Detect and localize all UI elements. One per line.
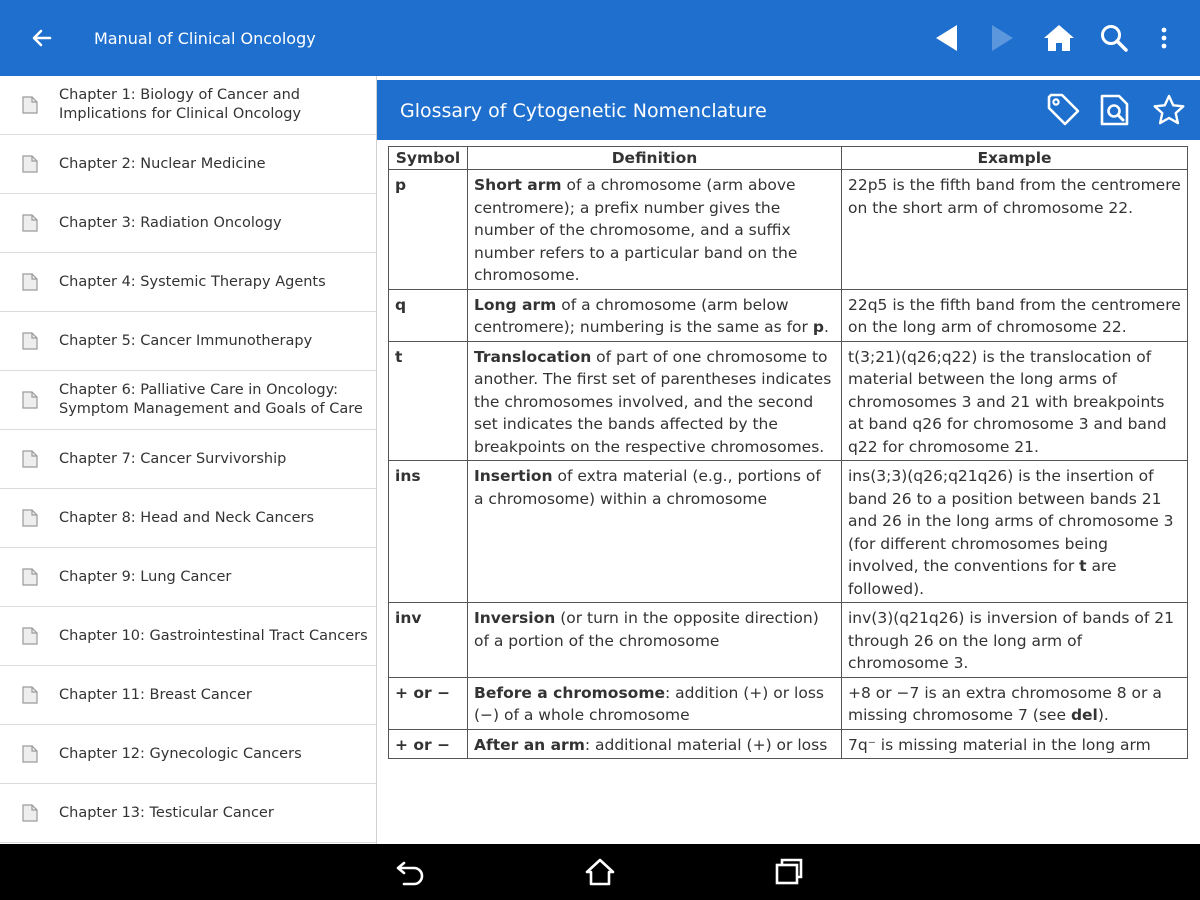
example-cell bbox=[842, 461, 1188, 603]
example-cell: 22p5 is the fifth band from the centromere on the short arm of chromosome 22. bbox=[842, 170, 1188, 290]
example-end: are followed). bbox=[848, 557, 1117, 598]
definition-text: of part of one chromosome to another. The first set of parentheses indicates the chromosomes involved, and the second set indicates the bands affected by the breakpoints on the respective chromosomes. bbox=[474, 347, 832, 456]
term: Inversion bbox=[474, 609, 556, 627]
chapter-label: Chapter 13: Testicular Cancer bbox=[59, 804, 274, 821]
example-cell bbox=[842, 677, 1188, 729]
glossary-table bbox=[388, 146, 1188, 759]
search-icon[interactable] bbox=[1096, 20, 1132, 56]
chapter-item[interactable] bbox=[0, 430, 376, 489]
document-icon bbox=[22, 332, 38, 350]
table-row bbox=[389, 289, 1188, 341]
document-icon bbox=[22, 804, 38, 822]
chapter-item[interactable] bbox=[0, 371, 376, 430]
definition-cell bbox=[468, 289, 842, 341]
section-header bbox=[377, 80, 1200, 140]
app-title: Manual of Clinical Oncology bbox=[94, 29, 316, 48]
prev-triangle-icon[interactable] bbox=[928, 20, 964, 56]
chapter-item[interactable] bbox=[0, 666, 376, 725]
chapter-item[interactable] bbox=[0, 607, 376, 666]
symbol-cell: p bbox=[389, 170, 468, 290]
home-icon[interactable] bbox=[1041, 20, 1077, 56]
term: Translocation bbox=[474, 347, 592, 366]
chapter-label: Chapter 2: Nuclear Medicine bbox=[59, 155, 266, 172]
table-row bbox=[389, 603, 1188, 678]
example-cell: t(3;21)(q26;q22) is the translocation of material between the long arms of chromosomes 3 and 21 with breakpoints at band q26 for chromosome 3 and band q22 for chromosome 21. bbox=[842, 341, 1188, 461]
definition-text: : additional material (+) or loss bbox=[584, 735, 828, 754]
document-icon bbox=[22, 155, 38, 173]
section-title: Glossary of Cytogenetic Nomenclature bbox=[400, 100, 767, 122]
chapter-label: Chapter 12: Gynecologic Cancers bbox=[59, 745, 302, 762]
term: After an arm bbox=[474, 735, 585, 754]
nav-home-icon[interactable] bbox=[583, 856, 617, 888]
symbol-cell: inv bbox=[389, 603, 468, 678]
chapter-item[interactable] bbox=[0, 194, 376, 253]
definition-text: of a chromosome (arm above centromere); a prefix number gives the number of the chromosome, and a suffix number refers to a particular band on the chromosome. bbox=[474, 176, 798, 284]
app-bar bbox=[0, 0, 1200, 76]
symbol-cell: + or − bbox=[389, 729, 468, 759]
example-ref: t bbox=[1079, 557, 1087, 575]
example-text: ins(3;3)(q26;q21q26) is the insertion of band 26 to a position between bands 21 and 26 in the long arms of chromosome 3 (for different chromosomes being involved, the conventions for bbox=[848, 467, 1174, 575]
definition-cell bbox=[468, 461, 842, 603]
chapter-label: Chapter 9: Lung Cancer bbox=[59, 568, 232, 585]
find-in-page-icon[interactable] bbox=[1097, 92, 1133, 128]
example-ref: del bbox=[1070, 706, 1098, 724]
example-end: ). bbox=[1097, 706, 1109, 724]
definition-text: of extra material (e.g., portions of a chromosome) within a chromosome bbox=[474, 467, 821, 508]
document-icon bbox=[22, 745, 38, 763]
chapter-list bbox=[0, 76, 377, 844]
table-row bbox=[389, 461, 1188, 603]
definition-end: . bbox=[823, 318, 829, 336]
chapter-label: Chapter 6: Palliative Care in Oncology: Symptom Management and Goals of Care bbox=[59, 382, 363, 417]
chapter-item[interactable] bbox=[0, 135, 376, 194]
back-arrow-icon[interactable] bbox=[28, 24, 56, 52]
term: Insertion bbox=[474, 467, 553, 485]
nav-back-icon[interactable] bbox=[394, 856, 428, 888]
document-icon bbox=[22, 273, 38, 291]
chapter-label: Chapter 8: Head and Neck Cancers bbox=[59, 509, 315, 526]
chapter-item[interactable] bbox=[0, 548, 376, 607]
system-nav-bar bbox=[0, 844, 1200, 900]
document-icon bbox=[22, 509, 38, 527]
definition-cell bbox=[468, 729, 842, 759]
symbol-cell: q bbox=[389, 289, 468, 341]
overflow-menu-icon[interactable] bbox=[1146, 20, 1182, 56]
chapter-label: Chapter 3: Radiation Oncology bbox=[59, 214, 282, 231]
chapter-item[interactable] bbox=[0, 253, 376, 312]
table-row bbox=[389, 677, 1188, 729]
table-row bbox=[389, 341, 1188, 461]
bookmark-star-icon[interactable] bbox=[1151, 92, 1187, 128]
content-pane bbox=[377, 76, 1200, 844]
document-icon bbox=[22, 627, 38, 645]
example-cell: 7q⁻ is missing material in the long arm bbox=[842, 729, 1188, 759]
definition-cell bbox=[468, 170, 842, 290]
example-text: +8 or −7 is an extra chromosome 8 or a missing chromosome 7 (see bbox=[848, 683, 1162, 724]
chapter-label: Chapter 10: Gastrointestinal Tract Cancers bbox=[59, 627, 368, 644]
definition-cell bbox=[468, 341, 842, 461]
definition-text: of a chromosome (arm below centromere); numbering is the same as for bbox=[474, 295, 813, 336]
chapter-item[interactable] bbox=[0, 76, 376, 135]
symbol-cell: t bbox=[389, 341, 468, 461]
chapter-item[interactable] bbox=[0, 489, 376, 548]
symbol-cell: + or − bbox=[389, 677, 468, 729]
table-row bbox=[389, 729, 1188, 759]
next-triangle-icon[interactable] bbox=[985, 20, 1021, 56]
chapter-label: Chapter 4: Systemic Therapy Agents bbox=[59, 273, 326, 290]
column-header-definition: Definition bbox=[468, 147, 842, 170]
chapter-label: Chapter 5: Cancer Immunotherapy bbox=[59, 332, 313, 349]
example-cell: inv(3)(q21q26) is inversion of bands of 21 through 26 on the long arm of chromosome 3. bbox=[842, 603, 1188, 678]
table-header-row bbox=[389, 147, 1188, 170]
symbol-cell: ins bbox=[389, 461, 468, 603]
document-icon bbox=[22, 391, 38, 409]
chapter-label: Chapter 1: Biology of Cancer and Implications for Clinical Oncology bbox=[59, 87, 302, 122]
tag-icon[interactable] bbox=[1045, 92, 1081, 128]
document-icon bbox=[22, 96, 38, 114]
chapter-item[interactable] bbox=[0, 784, 376, 843]
document-icon bbox=[22, 214, 38, 232]
chapter-item[interactable] bbox=[0, 725, 376, 784]
definition-text: : addition (+) or loss (−) of a whole chromosome bbox=[474, 683, 824, 724]
column-header-example: Example bbox=[842, 147, 1188, 170]
example-cell: 22q5 is the fifth band from the centromere on the long arm of chromosome 22. bbox=[842, 289, 1188, 341]
term: Before a chromosome bbox=[474, 683, 665, 702]
document-icon bbox=[22, 686, 38, 704]
definition-text: (or turn in the opposite direction) of a portion of the chromosome bbox=[474, 609, 819, 650]
column-header-symbol: Symbol bbox=[389, 147, 468, 170]
table-row bbox=[389, 170, 1188, 290]
chapter-label: Chapter 11: Breast Cancer bbox=[59, 686, 252, 703]
definition-ref: p bbox=[812, 318, 824, 336]
nav-recents-icon[interactable] bbox=[772, 856, 806, 888]
chapter-label: Chapter 7: Cancer Survivorship bbox=[59, 450, 287, 467]
chapter-item[interactable] bbox=[0, 312, 376, 371]
definition-cell bbox=[468, 677, 842, 729]
term: Short arm bbox=[474, 176, 562, 194]
document-icon bbox=[22, 568, 38, 586]
document-icon bbox=[22, 450, 38, 468]
definition-cell bbox=[468, 603, 842, 678]
term: Long arm bbox=[474, 295, 557, 314]
